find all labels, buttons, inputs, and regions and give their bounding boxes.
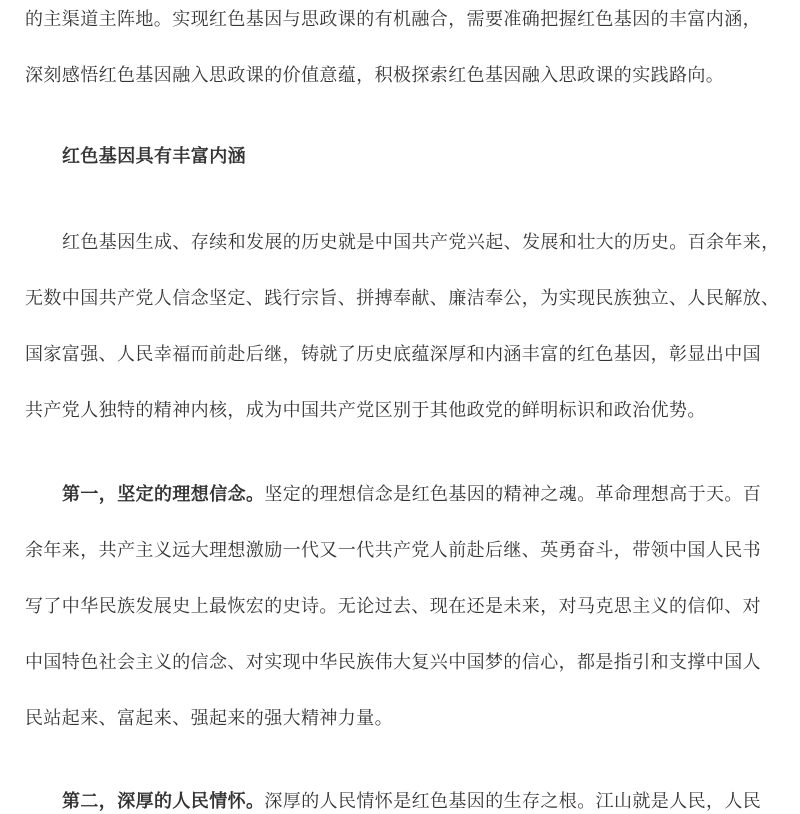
paragraph-line <box>62 790 761 814</box>
paragraph-line: 无数中国共产党人信念坚定、践行宗旨、拼搏奉献、廉洁奉公，为实现民族独立、人民解放、 <box>25 288 780 309</box>
section-heading: 红色基因具有丰富内涵 <box>62 146 246 167</box>
paragraph-line: 写了中华民族发展史上最恢宏的史诗。无论过去、现在还是未来，对马克思主义的信仰、对 <box>25 596 761 617</box>
paragraph-lead-text: 坚定的理想信念是红色基因的精神之魂。革命理想高于天。百 <box>264 484 762 505</box>
paragraph-line: 余年来，共产主义远大理想激励一代又一代共产党人前赴后继、英勇奋斗，带领中国人民书 <box>25 540 761 561</box>
paragraph-line: 中国特色社会主义的信念、对实现中华民族伟大复兴中国梦的信心，都是指引和支撑中国人 <box>25 652 761 673</box>
paragraph-line: 的主渠道主阵地。实现红色基因与思政课的有机融合，需要准确把握红色基因的丰富内涵， <box>25 9 761 30</box>
paragraph-line: 民站起来、富起来、强起来的强大精神力量。 <box>25 708 393 729</box>
paragraph-line: 深刻感悟红色基因融入思政课的价值意蕴，积极探索红色基因融入思政课的实践路向。 <box>25 65 725 86</box>
paragraph-line: 国家富强、人民幸福而前赴后继，铸就了历史底蕴深厚和内涵丰富的红色基因，彰显出中国 <box>25 344 761 365</box>
paragraph-lead-bold: 第一，坚定的理想信念。 <box>62 484 265 505</box>
paragraph-line: 红色基因生成、存续和发展的历史就是中国共产党兴起、发展和壮大的历史。百余年来， <box>62 232 780 253</box>
paragraph-line <box>62 483 761 507</box>
paragraph-lead-text: 深厚的人民情怀是红色基因的生存之根。江山就是人民，人民 <box>264 791 762 812</box>
paragraph-line: 共产党人独特的精神内核，成为中国共产党区别于其他政党的鲜明标识和政治优势。 <box>25 400 706 421</box>
paragraph-lead-bold: 第二，深厚的人民情怀。 <box>62 791 265 812</box>
